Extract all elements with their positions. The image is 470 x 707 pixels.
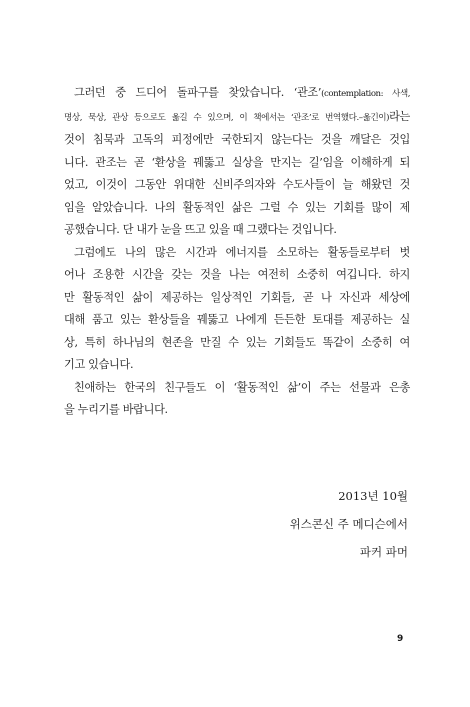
paragraph-1-footnote-start: (contemplation: 사색,	[321, 89, 410, 99]
paragraph-1-line-3: 것이 침묵과 고독의 피정에만 국한되지 않는다는 것을 깨달은 것입	[64, 133, 410, 146]
paragraph-1-footnote-end: 명상, 묵상, 관상 등으로도 옮길 수 있으며, 이 책에서는 ‘관조’로 번역했다.–옮긴이)	[64, 112, 390, 123]
paragraph-1-line-2-tail: 라는	[389, 109, 410, 123]
paragraph-2-line-6: 기고 있습니다.	[64, 358, 134, 371]
paragraph-3-line-1: 친애하는 한국의 친구들도 이 ‘활동적인 삶’이 주는 선물과 은총	[74, 380, 410, 394]
paragraph-1-line-1	[64, 82, 410, 106]
paragraph-3-line-2: 을 누리기를 바랍니다.	[64, 403, 168, 416]
paragraph-2-line-4: 대해 품고 있는 환상들을 꿰뚫고 나에게 든든한 토대를 제공하는 실	[64, 313, 410, 326]
paragraph-1-line-5: 었고, 이것이 그동안 위대한 신비주의자와 수도사들이 늘 해왔던 것	[64, 178, 410, 191]
paragraph-1-line-6: 임을 알았습니다. 나의 활동적인 삶은 그럴 수 있는 기회를 많이 제	[64, 200, 410, 214]
signature-date: 2013년 10월	[338, 489, 408, 503]
paragraph-1-line-1-text: 그러던 중 드디어 돌파구를 찾았습니다. ‘관조’	[74, 86, 322, 99]
signature-place: 위스콘신 주 메디슨에서	[289, 517, 408, 531]
paragraph-2-line-3: 만 활동적인 삶이 제공하는 일상적인 기회들, 곧 나 자신과 세상에	[64, 290, 410, 304]
signature-block	[290, 482, 408, 566]
paragraph-1-line-4: 니다. 관조는 곧 ‘환상을 꿰뚫고 실상을 만지는 길’임을 이해하게 되	[64, 155, 410, 169]
paragraph-2-line-1: 그럼에도 나의 많은 시간과 에너지를 소모하는 활동들로부터 벗	[74, 245, 410, 259]
signature-author: 파커 파머	[359, 545, 408, 559]
paragraph-2-line-5: 상, 특히 하나님의 현존을 만질 수 있는 기회들도 똑같이 소중히 여	[64, 335, 410, 349]
paragraph-2-line-2: 어나 조용한 시간을 갖는 것을 나는 여전히 소중히 여깁니다. 하지	[64, 268, 410, 281]
page-number: 9	[397, 634, 404, 644]
letter-body	[64, 82, 410, 422]
paragraph-1-line-7: 공했습니다. 단 내가 눈을 뜨고 있을 때 그랬다는 것입니다.	[64, 223, 337, 236]
paragraph-1-line-2	[64, 106, 410, 130]
